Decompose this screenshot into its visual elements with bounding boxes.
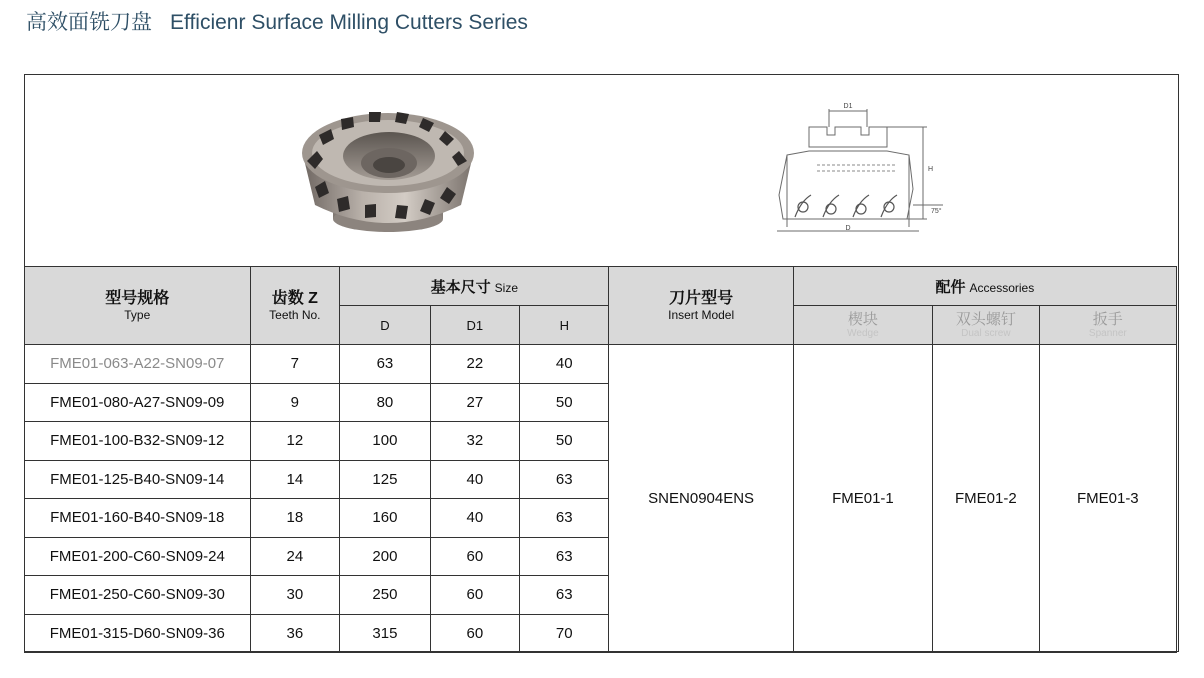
d-cell: 80 [340, 383, 430, 422]
d1-cell: 27 [430, 383, 519, 422]
d-cell: 250 [340, 576, 430, 615]
page-title-cn: 高效面铣刀盘 [26, 11, 152, 34]
d-cell: 125 [340, 460, 430, 499]
d1-cell: 22 [430, 345, 519, 384]
type-cell: FME01-063-A22-SN09-07 [25, 345, 251, 384]
figure-band [25, 75, 1178, 267]
screw-cell: FME01-2 [933, 345, 1040, 653]
teeth-cell: 18 [250, 499, 340, 538]
d1-cell: 40 [430, 460, 519, 499]
h-cell: 63 [520, 499, 609, 538]
spanner-cell: FME01-3 [1039, 345, 1176, 653]
table-row [25, 345, 1177, 384]
type-cell: FME01-100-B32-SN09-12 [25, 422, 251, 461]
h-cell: 63 [520, 576, 609, 615]
header-size: 基本尺寸 Size [340, 267, 609, 306]
h-cell: 63 [520, 460, 609, 499]
header-d1: D1 [430, 306, 519, 345]
cutter-photo [293, 101, 483, 243]
d1-cell: 32 [430, 422, 519, 461]
drawing-label-h: H [928, 166, 934, 173]
header-spanner: 扳手 Spanner [1039, 306, 1176, 345]
d-cell: 200 [340, 537, 430, 576]
d-cell: 63 [340, 345, 430, 384]
header-teeth: 齿数 Z Teeth No. [250, 267, 340, 345]
drawing-label-d: D [845, 225, 851, 232]
type-cell: FME01-200-C60-SN09-24 [25, 537, 251, 576]
d1-cell: 60 [430, 576, 519, 615]
page-title-en: Efficienr Surface Milling Cutters Series [170, 11, 528, 34]
page-title [26, 6, 528, 36]
header-type: 型号规格 Type [25, 267, 251, 345]
type-cell: FME01-315-D60-SN09-36 [25, 614, 251, 653]
catalog-frame [24, 74, 1179, 652]
h-cell: 63 [520, 537, 609, 576]
teeth-cell: 36 [250, 614, 340, 653]
header-accessories: 配件 Accessories [793, 267, 1176, 306]
teeth-cell: 7 [250, 345, 340, 384]
type-cell: FME01-080-A27-SN09-09 [25, 383, 251, 422]
teeth-cell: 14 [250, 460, 340, 499]
header-wedge: 楔块 Wedge [793, 306, 932, 345]
type-cell: FME01-250-C60-SN09-30 [25, 576, 251, 615]
technical-drawing [747, 99, 973, 239]
header-screw: 双头螺钉 Dual screw [933, 306, 1040, 345]
h-cell: 40 [520, 345, 609, 384]
drawing-label-angle: 75° [931, 208, 942, 215]
type-cell: FME01-160-B40-SN09-18 [25, 499, 251, 538]
insert-model-cell: SNEN0904ENS [609, 345, 793, 653]
header-d: D [340, 306, 430, 345]
header-h: H [520, 306, 609, 345]
d1-cell: 40 [430, 499, 519, 538]
d1-cell: 60 [430, 614, 519, 653]
drawing-label-d1: D1 [843, 103, 853, 110]
teeth-cell: 12 [250, 422, 340, 461]
teeth-cell: 30 [250, 576, 340, 615]
teeth-cell: 24 [250, 537, 340, 576]
type-cell: FME01-125-B40-SN09-14 [25, 460, 251, 499]
d-cell: 315 [340, 614, 430, 653]
header-insert: 刀片型号 Insert Model [609, 267, 793, 345]
h-cell: 70 [520, 614, 609, 653]
teeth-cell: 9 [250, 383, 340, 422]
wedge-cell: FME01-1 [793, 345, 932, 653]
h-cell: 50 [520, 383, 609, 422]
h-cell: 50 [520, 422, 609, 461]
d-cell: 160 [340, 499, 430, 538]
d1-cell: 60 [430, 537, 519, 576]
spec-table [24, 266, 1177, 653]
d-cell: 100 [340, 422, 430, 461]
